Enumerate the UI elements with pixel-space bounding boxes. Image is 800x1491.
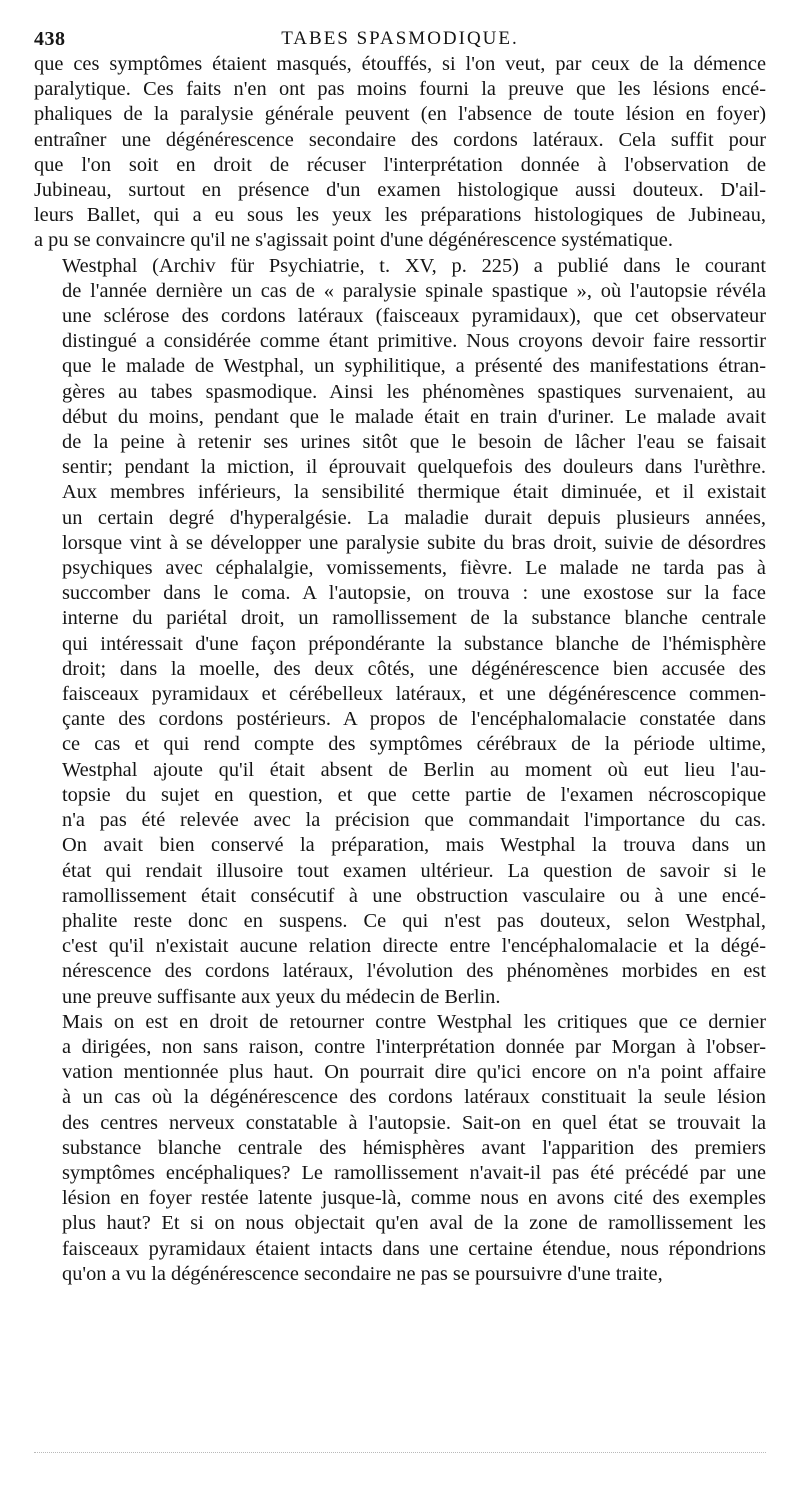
- text-line: ramollissement était consécutif à une obstruction vasculaire ou à une encé-: [62, 884, 766, 907]
- text-line: phaliques de la paralysie générale peuvent (en l'absence de toute lésion en foyer): [34, 103, 766, 126]
- text-line: On avait bien conservé la préparation, mais Westphal la trouva dans un: [62, 834, 766, 857]
- text-line: faisceaux pyramidaux étaient intacts dans une certaine étendue, nous répondrions: [62, 1237, 766, 1260]
- text-line: symptômes encéphaliques? Le ramollissement n'avait-il pas été précédé par une: [62, 1161, 766, 1184]
- text-line: nérescence des cordons latéraux, l'évolution des phénomènes morbides en est: [62, 960, 766, 983]
- bottom-rule: [34, 1452, 766, 1453]
- text-line: Westphal ajoute qu'il était absent de Berlin au moment où eut lieu l'au-: [62, 758, 766, 781]
- text-line: sentir; pendant la miction, il éprouvait quelquefois des douleurs dans l'urèthre.: [62, 456, 766, 479]
- text-line: a pu se convaincre qu'il ne s'agissait point d'une dégénérescence systématique.: [34, 229, 673, 252]
- text-line: qu'on a vu la dégénérescence secondaire ne pas se poursuivre d'une traite,: [62, 1262, 663, 1285]
- text-line: interne du pariétal droit, un ramollissement de la substance blanche centrale: [62, 607, 766, 630]
- text-line: des centres nerveux constatable à l'autopsie. Sait-on en quel état se trouvait la: [62, 1111, 766, 1134]
- running-title: TABES SPASMODIQUE.: [281, 28, 519, 49]
- text-line: distingué a considérée comme étant primitive. Nous croyons devoir faire ressortir: [62, 330, 766, 353]
- text-line: c'est qu'il n'existait aucune relation directe entre l'encéphalomalacie et la dégé-: [62, 935, 766, 958]
- paragraph: [34, 52, 766, 254]
- text-line: lésion en foyer restée latente jusque-là, comme nous en avons cité des exemples: [62, 1187, 766, 1210]
- text-line: Mais on est en droit de retourner contre Westphal les critiques que ce dernier: [62, 1010, 766, 1033]
- text-line: paralytique. Ces faits n'en ont pas moins fourni la preuve que les lésions encé-: [34, 78, 766, 101]
- text-line: Westphal (Archiv für Psychiatrie, t. XV, p. 225) a publié dans le courant: [62, 254, 766, 277]
- text-line: début du moins, pendant que le malade était en train d'uriner. Le malade avait: [62, 405, 766, 428]
- text-line: çante des cordons postérieurs. A propos de l'encéphalomalacie constatée dans: [62, 708, 766, 731]
- text-line: vation mentionnée plus haut. On pourrait dire qu'ici encore on n'a point affaire: [62, 1061, 766, 1084]
- text-line: que le malade de Westphal, un syphilitique, a présenté des manifestations étran-: [62, 355, 766, 378]
- book-page: [34, 18, 766, 1287]
- text-line: faisceaux pyramidaux et cérébelleux latéraux, et une dégénérescence commen-: [62, 683, 766, 706]
- text-line: une sclérose des cordons latéraux (faisceaux pyramidaux), que cet observateur: [62, 305, 766, 328]
- text-line: une preuve suffisante aux yeux du médecin de Berlin.: [62, 985, 501, 1008]
- text-line: topsie du sujet en question, et que cette partie de l'examen nécroscopique: [62, 783, 766, 806]
- text-line: gères au tabes spasmodique. Ainsi les phénomènes spastiques survenaient, au: [62, 380, 766, 403]
- text-line: lorsque vint à se développer une paralysie subite du bras droit, suivie de désordres: [62, 531, 766, 554]
- text-line: à un cas où la dégénérescence des cordons latéraux constituait la seule lésion: [62, 1086, 766, 1109]
- text-line: leurs Ballet, qui a eu sous les yeux les préparations histologiques de Jubineau,: [34, 204, 766, 227]
- text-line: que ces symptômes étaient masqués, étouffés, si l'on veut, par ceux de la démence: [34, 53, 766, 75]
- text-line: que l'on soit en droit de récuser l'interprétation donnée à l'observation de: [34, 153, 766, 176]
- text-line: a dirigées, non sans raison, contre l'interprétation donnée par Morgan à l'obser-: [62, 1035, 766, 1058]
- page-number: 438: [34, 28, 66, 50]
- text-line: ce cas et qui rend compte des symptômes cérébraux de la période ultime,: [62, 733, 766, 756]
- text-line: Jubineau, surtout en présence d'un examen histologique aussi douteux. D'ail-: [34, 179, 766, 202]
- text-line: phalite reste donc en suspens. Ce qui n'est pas douteux, selon Westphal,: [62, 909, 766, 932]
- body-text: [34, 52, 766, 1287]
- text-line: entraîner une dégénérescence secondaire des cordons latéraux. Cela suffit pour: [34, 128, 766, 151]
- text-line: droit; dans la moelle, des deux côtés, une dégénérescence bien accusée des: [62, 657, 766, 680]
- text-line: un certain degré d'hyperalgésie. La maladie durait depuis plusieurs années,: [62, 506, 766, 529]
- text-line: plus haut? Et si on nous objectait qu'en aval de la zone de ramollissement les: [62, 1212, 766, 1235]
- paragraph: [34, 1010, 766, 1287]
- text-line: succomber dans le coma. A l'autopsie, on trouva : une exostose sur la face: [62, 582, 766, 605]
- text-line: Aux membres inférieurs, la sensibilité thermique était diminuée, et il existait: [62, 481, 766, 504]
- text-line: de l'année dernière un cas de « paralysie spinale spastique », où l'autopsie révéla: [62, 279, 766, 302]
- text-line: qui intéressait d'une façon prépondérante la substance blanche de l'hémisphère: [62, 632, 766, 655]
- text-line: de la peine à retenir ses urines sitôt que le besoin de lâcher l'eau se faisait: [62, 431, 766, 454]
- text-line: n'a pas été relevée avec la précision que commandait l'importance du cas.: [62, 809, 766, 832]
- running-head: [34, 18, 766, 52]
- text-line: substance blanche centrale des hémisphères avant l'apparition des premiers: [62, 1136, 766, 1159]
- paragraph: [34, 254, 766, 1010]
- text-line: psychiques avec céphalalgie, vomissements, fièvre. Le malade ne tarda pas à: [62, 557, 766, 580]
- text-line: état qui rendait illusoire tout examen ultérieur. La question de savoir si le: [62, 859, 766, 882]
